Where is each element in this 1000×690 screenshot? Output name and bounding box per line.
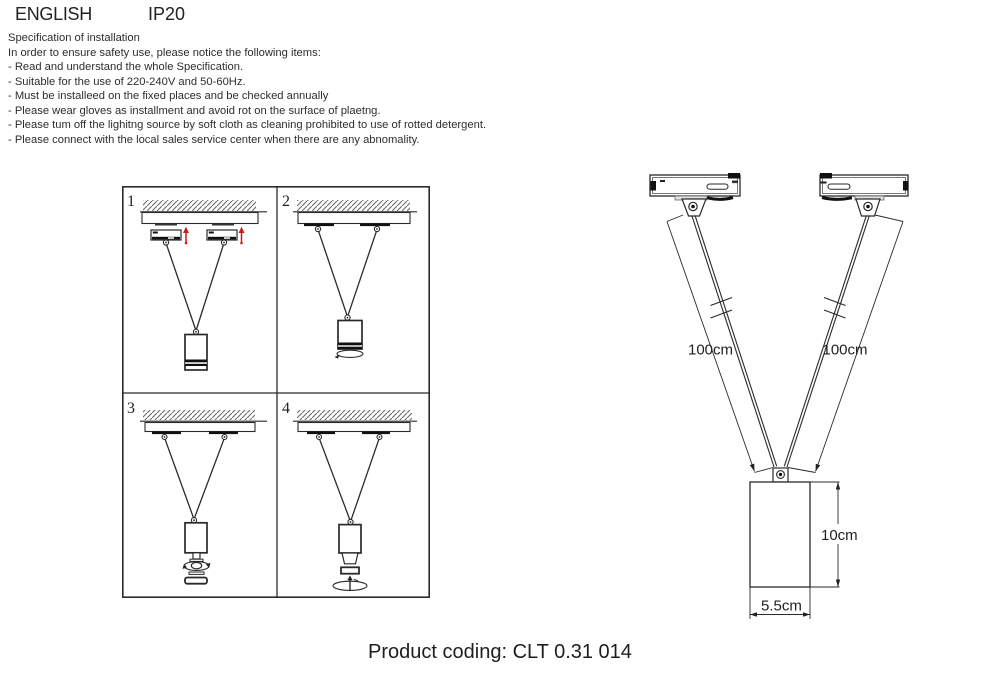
- panel-number: 3: [127, 400, 135, 417]
- trim-ring: [341, 567, 359, 573]
- lamp-reflector-cone: [342, 553, 358, 564]
- ceiling-hatch: [143, 410, 255, 420]
- suspension-wire: [319, 231, 347, 315]
- specification-block: [8, 31, 486, 147]
- spec-item: - Suitable for the use of 220-240V and 50-60Hz.: [8, 75, 246, 88]
- track-adapter-attached: [362, 432, 390, 435]
- language-label: ENGLISH: [15, 4, 92, 24]
- fixture-body: [750, 482, 810, 587]
- push-up-arrow: [183, 227, 189, 245]
- spec-item: - Please connect with the local sales service center when there are any abnomality.: [8, 133, 420, 146]
- dimension-diagram: [628, 158, 928, 628]
- ceiling-hatch: [297, 200, 410, 211]
- swivel-dot: [347, 317, 349, 319]
- swivel-dot: [193, 519, 195, 521]
- spec-item: - Must be installeed on the fixed places and be checked annually: [8, 90, 329, 102]
- track-adapter-attached: [152, 432, 181, 435]
- suspension-wire: [165, 439, 193, 518]
- lamp-neck: [193, 553, 200, 559]
- track-adapter: [151, 230, 181, 240]
- left-cable-length-label: 100cm: [688, 341, 734, 359]
- spec-intro: In order to ensure safety use, please notice the following items:: [8, 46, 321, 59]
- track-adapter-attached: [304, 224, 334, 227]
- track-adapter-attached: [307, 432, 335, 435]
- rotation-arrow: [337, 350, 363, 357]
- swivel-dot: [165, 242, 167, 244]
- installation-steps-diagram: [122, 186, 430, 598]
- track-slot: [155, 224, 177, 226]
- grid-border: [123, 187, 429, 597]
- panel-step-4: [282, 400, 417, 590]
- track-slot: [212, 224, 234, 226]
- track-rail: [145, 423, 255, 432]
- spec-item: - Read and understand the whole Specification.: [8, 61, 244, 73]
- track-rail: [298, 213, 410, 224]
- suspension-wire: [167, 245, 196, 330]
- swivel-dot: [195, 331, 197, 333]
- cable-break-mark: [711, 298, 733, 319]
- swivel-dot: [224, 436, 226, 438]
- panel-step-3: [127, 400, 267, 584]
- fixture-height-label: 10cm: [821, 527, 858, 544]
- track-adapter-right: [820, 173, 909, 216]
- panel-number: 2: [282, 193, 290, 210]
- right-cable-length-label: 100cm: [822, 341, 868, 359]
- insert-arrowhead: [348, 575, 353, 580]
- lamp-body: [185, 523, 207, 553]
- cable-break-mark: [824, 298, 846, 319]
- bulb-base: [189, 572, 204, 574]
- track-rail: [298, 423, 410, 432]
- trim-ring: [185, 578, 207, 584]
- bulb: [191, 562, 201, 568]
- spec-title: Specification of installation: [8, 32, 140, 44]
- rotation-arrowhead: [335, 355, 340, 359]
- suspension-wire: [195, 439, 224, 518]
- track-rail: [142, 213, 258, 224]
- lamp-body: [338, 321, 362, 350]
- cable-connector: [773, 468, 788, 482]
- ip-rating-label: IP20: [148, 4, 186, 24]
- panel-number: 1: [127, 193, 135, 210]
- suspension-wire: [320, 439, 350, 519]
- lamp-body: [339, 525, 361, 553]
- swivel-dot: [164, 436, 166, 438]
- track-adapter-attached: [360, 224, 390, 227]
- suspension-wire: [196, 245, 223, 330]
- push-up-arrow: [239, 227, 245, 245]
- suspension-wire: [351, 439, 379, 519]
- suspension-wire: [348, 231, 376, 315]
- fixture-width-label: 5.5cm: [761, 597, 802, 615]
- track-adapter-attached: [209, 432, 238, 435]
- panel-number: 4: [282, 400, 290, 417]
- swivel-dot: [376, 228, 378, 230]
- ceiling-hatch: [143, 200, 256, 211]
- swivel-dot: [318, 436, 320, 438]
- panel-step-1: [127, 193, 267, 370]
- product-coding-label: Product coding: CLT 0.31 014: [368, 641, 632, 663]
- track-adapter-left: [650, 173, 740, 216]
- lamp-body: [185, 335, 207, 371]
- panel-step-2: [282, 193, 417, 359]
- track-adapter: [207, 230, 237, 240]
- swivel-dot: [379, 436, 381, 438]
- swivel-dot: [223, 242, 225, 244]
- swivel-dot: [317, 228, 319, 230]
- ceiling-hatch: [297, 410, 412, 420]
- spec-item: - Please tum off the lighitng source by soft cloth as cleaning prohibited to use of rotted detergent.: [8, 119, 487, 131]
- swivel-dot: [350, 521, 352, 523]
- spec-item: - Please wear gloves as installment and avoid rot on the surface of plaetng.: [8, 104, 381, 117]
